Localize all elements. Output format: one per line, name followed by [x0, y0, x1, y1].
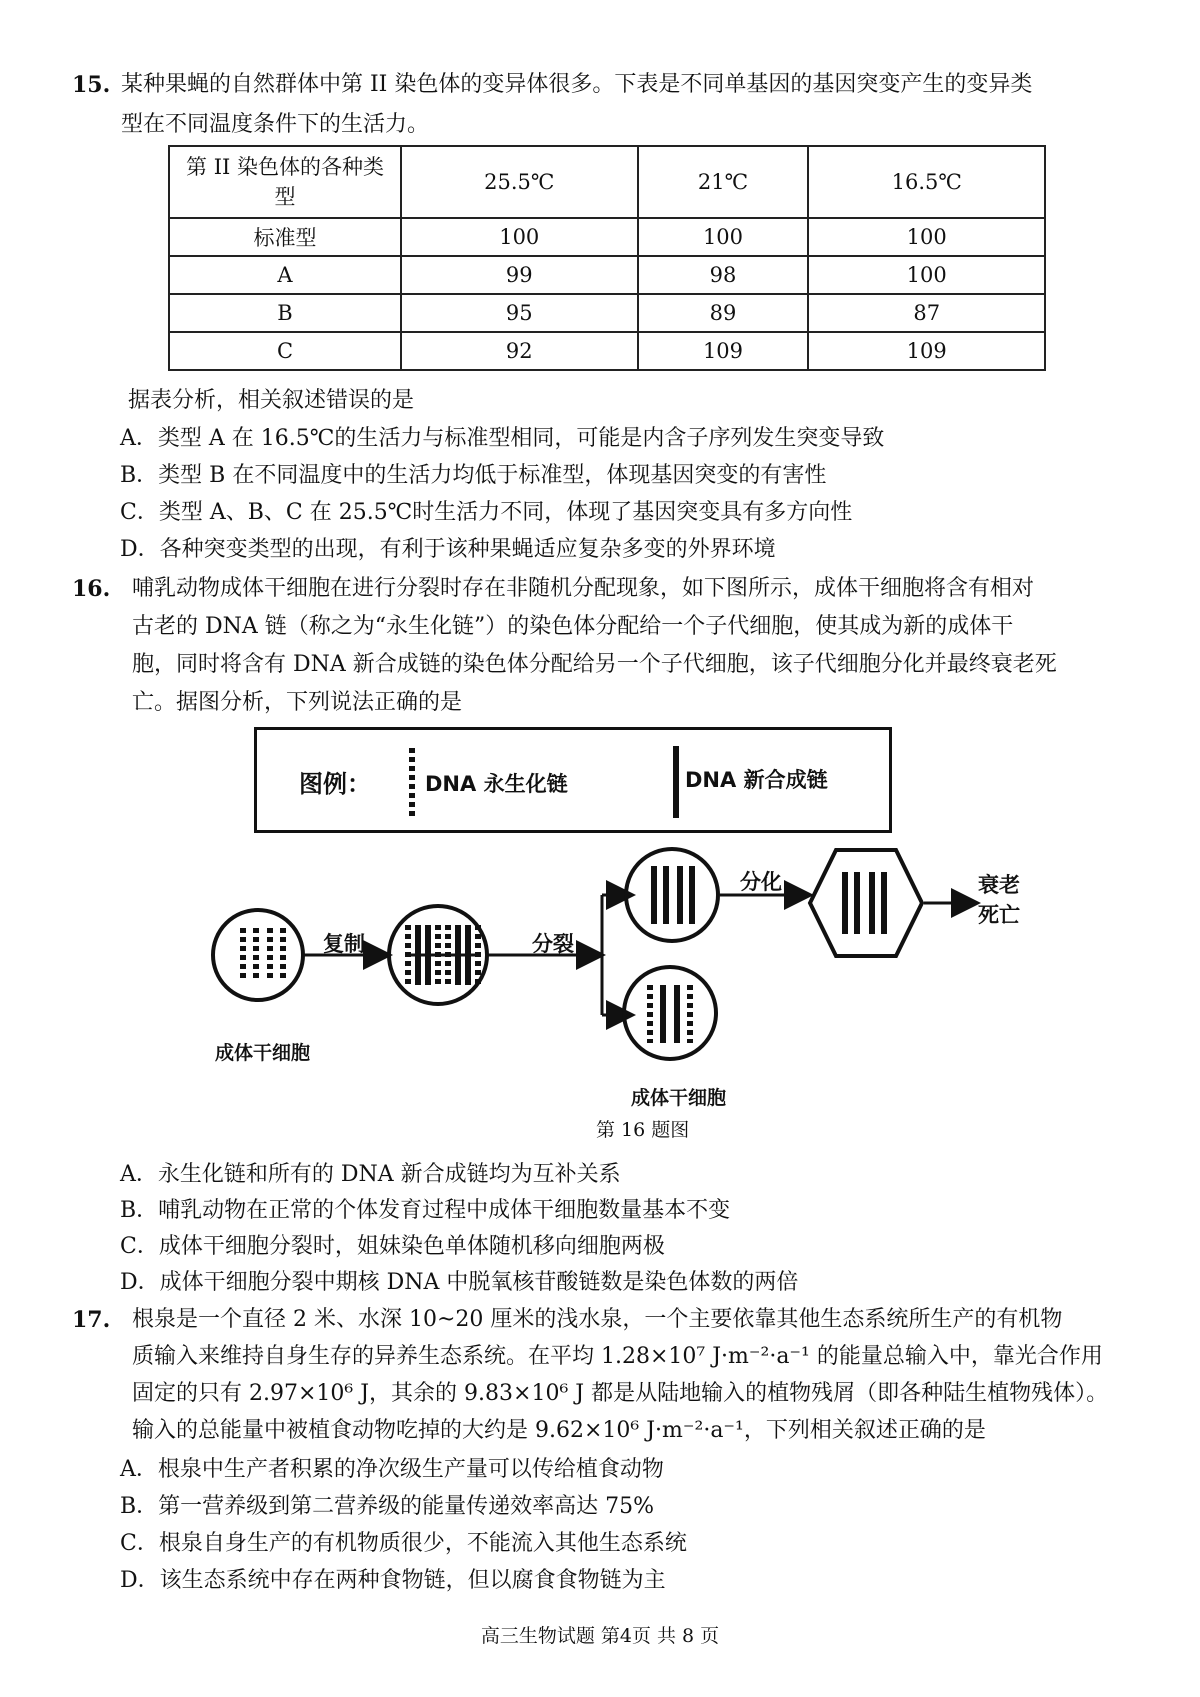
table-cell: 92: [401, 332, 638, 370]
legend-title: 图例：: [299, 770, 371, 798]
q15-number: 15.: [72, 72, 111, 98]
table-header-temp-2: 21℃: [638, 146, 809, 218]
q17-option-b: B．第一营养级到第二营养级的能量传递效率高达 75%: [120, 1494, 655, 1519]
table-cell: 100: [638, 218, 809, 256]
q15-stem-line-1: 某种果蝇的自然群体中第 II 染色体的变异体很多。下表是不同单基因的基因突变产生的变异类: [121, 72, 1033, 97]
table-cell: C: [169, 332, 401, 370]
q16-number: 16.: [72, 576, 111, 602]
q15-option-c: C．类型 A、B、C 在 25.5℃时生活力不同，体现了基因突变具有多方向性: [120, 500, 853, 525]
parent-cell-label: 成体干细胞: [215, 1042, 311, 1064]
fate-label-line-2: 死亡: [978, 903, 1020, 927]
table-cell: 109: [638, 332, 809, 370]
table-cell: 100: [401, 218, 638, 256]
table-cell: B: [169, 294, 401, 332]
table-cell: 100: [808, 218, 1045, 256]
q15-prompt: 据表分析，相关叙述错误的是: [128, 388, 415, 413]
table-cell: 98: [638, 256, 809, 294]
table-header-type-line-1: 第 II 染色体的各种类: [186, 155, 384, 179]
replicate-label: 复制: [323, 932, 365, 956]
q16-stem-line-3: 胞，同时将含有 DNA 新合成链的染色体分配给另一个子代细胞，该子代细胞分化并最终衰老死: [132, 652, 1057, 677]
q16-option-a: A．永生化链和所有的 DNA 新合成链均为互补关系: [120, 1162, 621, 1187]
table-header-temp-1: 25.5℃: [401, 146, 638, 218]
q17-stem-line-3: 固定的只有 2.97×10⁶ J，其余的 9.83×10⁶ J 都是从陆地输入的植物残屑（即各种陆生植物残体）。: [132, 1381, 1109, 1406]
q17-option-a: A．根泉中生产者积累的净次级生产量可以传给植食动物: [120, 1457, 664, 1482]
table-cell: 95: [401, 294, 638, 332]
daughter-cell-label: 成体干细胞: [631, 1087, 727, 1109]
q15-option-a: A．类型 A 在 16.5℃的生活力与标准型相同，可能是内含子序列发生突变导致: [120, 426, 885, 451]
q16-stem-line-2: 古老的 DNA 链（称之为“永生化链”）的染色体分配给一个子代细胞，使其成为新的成体干: [132, 614, 1014, 639]
q17-option-d: D．该生态系统中存在两种食物链，但以腐食食物链为主: [120, 1568, 666, 1593]
q17-stem-line-4: 输入的总能量中被植食动物吃掉的大约是 9.62×10⁶ J·m⁻²·a⁻¹，下列相关叙述正确的是: [132, 1418, 986, 1443]
q17-stem-line-2: 质输入来维持自身生存的异养生态系统。在平均 1.28×10⁷ J·m⁻²·a⁻¹ 的能量总输入中，靠光合作用: [132, 1344, 1103, 1369]
differentiate-label: 分化: [740, 870, 782, 894]
parent-stem-cell-icon: [213, 910, 303, 1000]
legend-immortal-label: DNA 永生化链: [425, 772, 568, 796]
table-cell: A: [169, 256, 401, 294]
table-cell: 109: [808, 332, 1045, 370]
q15-option-b: B．类型 B 在不同温度中的生活力均低于标准型，体现基因突变的有害性: [120, 463, 827, 488]
daughter-stem-cell-icon: [624, 967, 716, 1059]
table-cell: 标准型: [169, 218, 401, 256]
legend-new-label: DNA 新合成链: [685, 768, 828, 792]
table-cell: 87: [808, 294, 1045, 332]
q16-option-b: B．哺乳动物在正常的个体发育过程中成体干细胞数量基本不变: [120, 1198, 731, 1223]
figure-caption: 第 16 题图: [596, 1119, 690, 1141]
table-cell: 100: [808, 256, 1045, 294]
q16-stem-line-4: 亡。据图分析，下列说法正确的是: [132, 690, 463, 715]
q15-option-d: D．各种突变类型的出现，有利于该种果蝇适应复杂多变的外界环境: [120, 537, 776, 562]
divide-label: 分裂: [532, 932, 574, 956]
q17-number: 17.: [72, 1307, 111, 1333]
q16-option-c: C．成体干细胞分裂时，姐妹染色单体随机移向细胞两极: [120, 1234, 665, 1259]
differentiated-cell-icon: [810, 850, 922, 956]
fate-label: [978, 870, 1020, 930]
replicating-cell-icon: [389, 906, 487, 1004]
q16-stem-line-1: 哺乳动物成体干细胞在进行分裂时存在非随机分配现象，如下图所示，成体干细胞将含有相对: [132, 576, 1035, 601]
table-header-type-line-2: 型: [274, 185, 296, 209]
table-cell: 89: [638, 294, 809, 332]
q15-stem-line-2: 型在不同温度条件下的生活力。: [121, 112, 430, 137]
fate-label-line-1: 衰老: [978, 873, 1020, 897]
page-footer: 高三生物试题 第4页 共 8 页: [480, 1625, 720, 1647]
differentiating-cell-icon: [626, 849, 718, 941]
table-header-temp-3: 16.5℃: [808, 146, 1045, 218]
q17-option-c: C．根泉自身生产的有机物质很少，不能流入其他生态系统: [120, 1531, 687, 1556]
q17-stem-line-1: 根泉是一个直径 2 米、水深 10~20 厘米的浅水泉，一个主要依靠其他生态系统所生产的有机物: [132, 1307, 1063, 1332]
q16-option-d: D．成体干细胞分裂中期核 DNA 中脱氧核苷酸链数是染色体数的两倍: [120, 1270, 799, 1295]
table-cell: 99: [401, 256, 638, 294]
